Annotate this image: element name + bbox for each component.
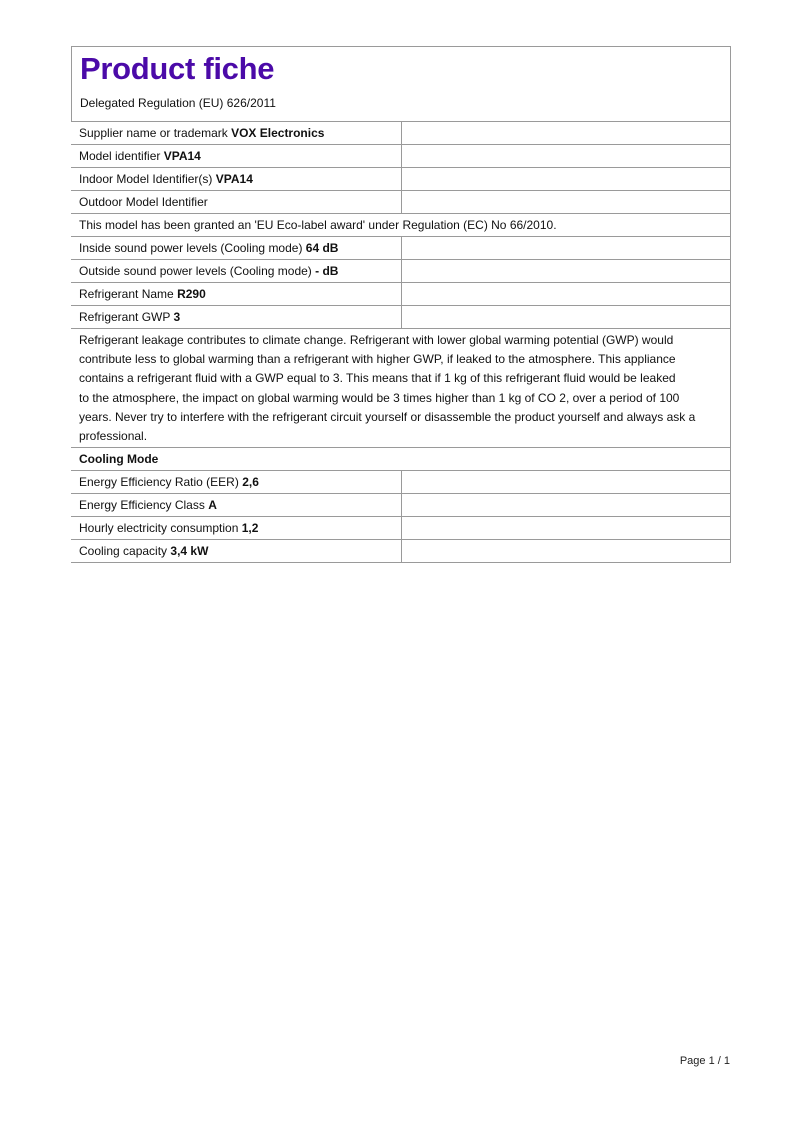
row-label: Supplier name or trademark	[79, 126, 228, 140]
page-title: Product fiche	[80, 51, 275, 86]
table-row	[71, 517, 731, 540]
eco-label-row	[71, 214, 731, 237]
page-number: Page 1 / 1	[679, 1055, 730, 1067]
row-empty-cell	[402, 471, 731, 493]
row-empty-cell	[402, 260, 731, 282]
row-empty-cell	[402, 168, 731, 190]
row-value: 1,2	[241, 521, 259, 535]
eco-label-text: This model has been granted an 'EU Eco-label award' under Regulation (EC) No 66/2010.	[79, 218, 557, 232]
row-empty-cell	[402, 191, 731, 213]
row-label: Cooling capacity	[79, 544, 168, 558]
product-fiche-table	[71, 46, 731, 563]
row-value: VPA14	[163, 149, 201, 163]
paragraph-line: to the atmosphere, the impact on global warming would be 3 times higher than 1 kg of CO 2, over a period of 100	[79, 390, 680, 405]
table-row	[71, 283, 731, 306]
row-label-cell	[71, 260, 402, 282]
row-value: R290	[177, 287, 206, 301]
table-row	[71, 260, 731, 283]
row-label: Outside sound power levels (Cooling mode)	[79, 264, 312, 278]
table-row	[71, 122, 731, 145]
row-label-cell	[71, 471, 402, 493]
table-row	[71, 145, 731, 168]
table-row	[71, 306, 731, 329]
paragraph-line: Refrigerant leakage contributes to climate change. Refrigerant with lower global warming potential (GWP) would	[79, 333, 674, 347]
regulation-subtitle: Delegated Regulation (EU) 626/2011	[80, 96, 276, 110]
row-label: Refrigerant Name	[79, 287, 174, 301]
table-row	[71, 540, 731, 563]
row-empty-cell	[402, 283, 731, 305]
paragraph-line: contribute less to global warming than a refrigerant with higher GWP, if leaked to the atmosphere. This appliance	[79, 352, 676, 367]
table-row	[71, 191, 731, 214]
paragraph-line: years. Never try to interfere with the refrigerant circuit yourself or disassemble the product yourself and always ask a	[79, 409, 696, 424]
row-label-cell	[71, 168, 402, 190]
table-row	[71, 494, 731, 517]
title-box	[71, 47, 731, 122]
refrigerant-warning-paragraph	[71, 329, 731, 448]
row-label: Model identifier	[79, 149, 161, 163]
row-label: Hourly electricity consumption	[79, 521, 239, 535]
row-label-cell	[71, 283, 402, 305]
row-label-cell	[71, 122, 402, 144]
row-empty-cell	[402, 494, 731, 516]
table-row	[71, 237, 731, 260]
row-empty-cell	[402, 237, 731, 259]
row-empty-cell	[402, 306, 731, 328]
row-label-cell	[71, 191, 402, 213]
row-label: Refrigerant GWP	[79, 310, 171, 324]
row-label-cell	[71, 540, 402, 562]
row-label: Outdoor Model Identifier	[79, 195, 208, 209]
row-value: 2,6	[242, 475, 259, 489]
row-label-cell	[71, 517, 402, 539]
paragraph-line: contains a refrigerant fluid with a GWP equal to 3. This means that if 1 kg of this refrigerant fluid would be leaked	[79, 371, 676, 386]
row-value: - dB	[315, 264, 339, 278]
row-value: A	[208, 498, 217, 512]
row-label-cell	[71, 145, 402, 167]
row-label-cell	[71, 494, 402, 516]
row-label: Energy Efficiency Class	[79, 498, 205, 512]
row-empty-cell	[402, 517, 731, 539]
paragraph-line: professional.	[79, 429, 148, 444]
row-value: VPA14	[215, 172, 253, 186]
row-value: 3,4 kW	[170, 544, 209, 558]
row-value: VOX Electronics	[231, 126, 325, 140]
row-value: 3	[173, 310, 181, 324]
cooling-mode-heading-row	[71, 448, 731, 471]
row-label: Inside sound power levels (Cooling mode)	[79, 241, 303, 255]
table-row	[71, 471, 731, 494]
row-empty-cell	[402, 122, 731, 144]
row-value: 64 dB	[305, 241, 339, 255]
row-label: Energy Efficiency Ratio (EER)	[79, 475, 239, 489]
row-empty-cell	[402, 540, 731, 562]
row-label-cell	[71, 306, 402, 328]
table-row	[71, 168, 731, 191]
row-empty-cell	[402, 145, 731, 167]
row-label: Indoor Model Identifier(s)	[79, 172, 213, 186]
row-label-cell	[71, 237, 402, 259]
cooling-mode-heading: Cooling Mode	[79, 452, 159, 466]
